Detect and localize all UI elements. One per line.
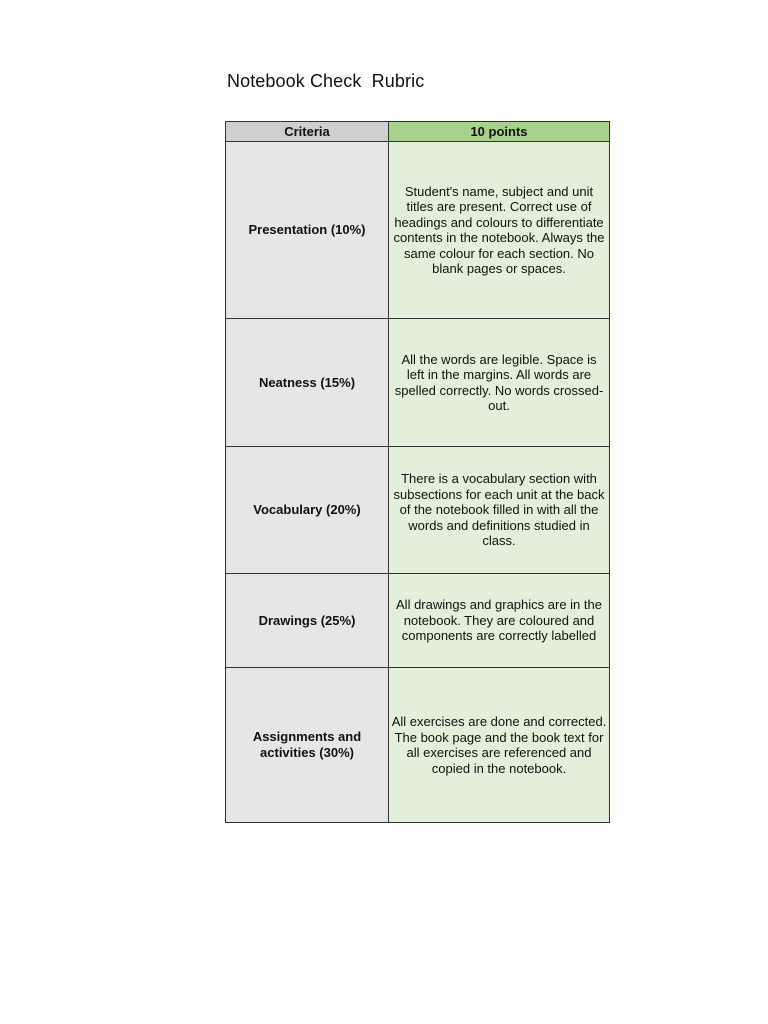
description-neatness: All the words are legible. Space is left in the margins. All words are spelled correctly. No words crossed- out. [389, 319, 610, 447]
criteria-header: Criteria [226, 122, 389, 142]
description-presentation: Student's name, subject and unit titles are present. Correct use of headings and colours to differentiate contents in the notebook. Always the same colour for each section. No blank pages or spaces. [389, 142, 610, 319]
table-row [226, 668, 610, 823]
page-title: Notebook Check Rubric [227, 71, 425, 91]
criterion-assignments: Assignments and activities (30%) [226, 668, 389, 823]
criterion-vocabulary: Vocabulary (20%) [226, 447, 389, 574]
header-row [226, 122, 610, 142]
points-header: 10 points [389, 122, 610, 142]
table-row [226, 574, 610, 668]
criterion-drawings: Drawings (25%) [226, 574, 389, 668]
criterion-neatness: Neatness (15%) [226, 319, 389, 447]
table-row [226, 319, 610, 447]
description-vocabulary: There is a vocabulary section with subsections for each unit at the back of the notebook filled in with all the words and definitions studied in class. [389, 447, 610, 574]
table-row [226, 142, 610, 319]
table-row [226, 447, 610, 574]
rubric-table [225, 121, 610, 823]
description-assignments: All exercises are done and corrected. The book page and the book text for all exercises are referenced and copied in the notebook. [389, 668, 610, 823]
description-drawings: All drawings and graphics are in the notebook. They are coloured and components are correctly labelled [389, 574, 610, 668]
criterion-presentation: Presentation (10%) [226, 142, 389, 319]
